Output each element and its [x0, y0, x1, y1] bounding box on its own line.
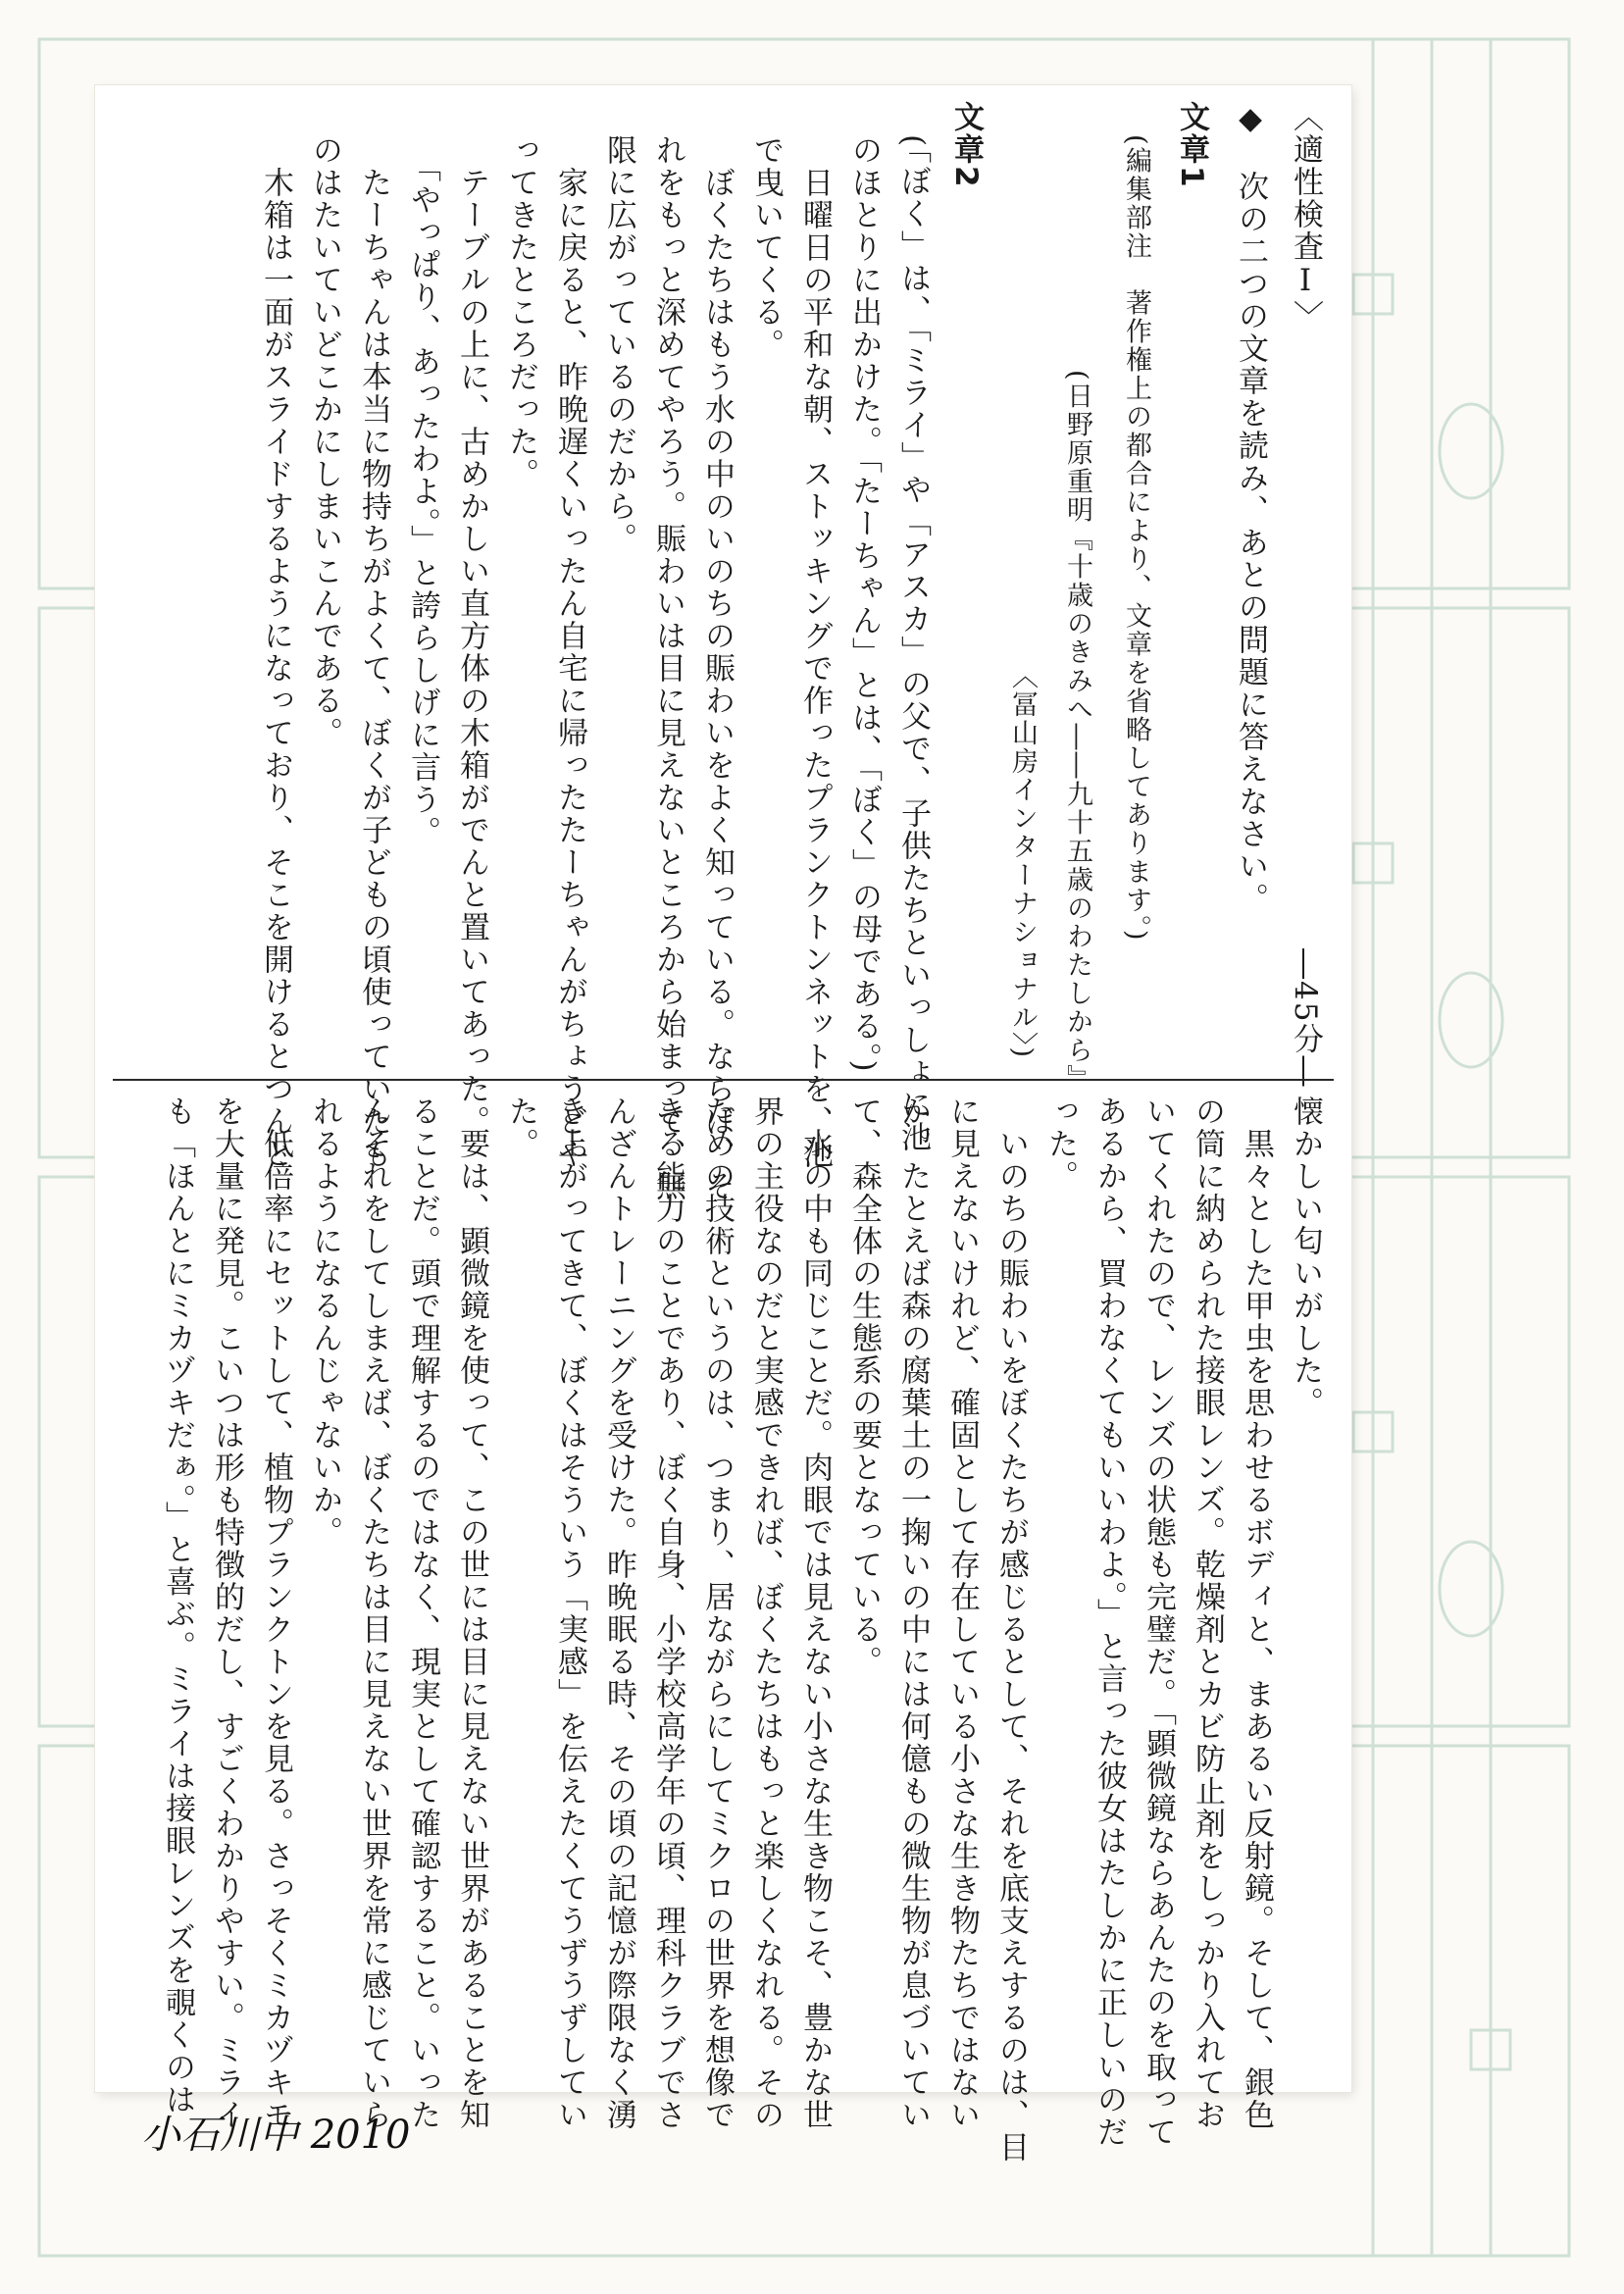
editor-note: (編集部注 著作権上の都合により、文章を省略してあります。) [1121, 134, 1151, 943]
text-line: のほとりに出かけた。「たーちゃん」とは、「ぼく」の母である。) [846, 134, 882, 1074]
text-line: に見えないけれど、確固として存在している小さな生き物たちではない [944, 1096, 980, 2131]
text-line: き上がってきて、ぼくはそういう「実感」を伝えたくてうずうずしてい [552, 1096, 587, 2131]
text-line: ることだ。頭で理解するのではなく、現実として確認すること。いった [405, 1096, 440, 2131]
source-book: (日野原重明『十歳のきみへ――九十五歳のわたしから』 [1062, 370, 1092, 1094]
text-line: んざんトレーニングを受けた。昨晩眠る時、その頃の記憶が際限なく湧 [601, 1096, 636, 2131]
text-line: で曳いてくる。 [748, 134, 784, 361]
text-line: テーブルの上に、古めかしい直方体の木箱がでんと置いてあった。 [454, 134, 489, 1138]
text-line: いのちの賑わいをぼくたちが感じるとして、それを底支えするのは、目 [993, 1096, 1029, 2164]
text-line: 低倍率にセットして、植物プランクトンを見る。さっそくミカヅキモ [258, 1096, 293, 2131]
text-line: 日曜日の平和な朝、ストッキングで作ったプランクトンネットを、池 [797, 134, 833, 1170]
text-line: て、森全体の生態系の要となっている。 [846, 1096, 882, 1678]
text-line: も「ほんとにミカヅキだぁ。」と喜ぶ。ミライは接眼レンズを覗くのは [160, 1096, 195, 2116]
text-line: ってきたところだった。 [503, 134, 538, 490]
text-line: 木箱は一面がスライドするようになっており、そこを開けるとつんと [258, 134, 293, 1170]
text-line: った。 [1042, 1096, 1078, 1193]
text-line: の筒に納められた接眼レンズ。乾燥剤とカビ防止剤をしっかり入れてお [1190, 1096, 1225, 2131]
text-line: 黒々とした甲虫を思わせるボディと、まあるい反射鏡。そして、銀色 [1239, 1096, 1274, 2131]
section2-heading: 文章2 [948, 101, 984, 189]
source-publisher: 〈冨山房インターナショナル〉) [1007, 662, 1038, 1060]
time-limit: ―45分― [1288, 948, 1323, 1089]
text-line: か。たとえば森の腐葉土の一掬いの中には何億もの微生物が息づいてい [895, 1096, 931, 2131]
test-label: 〈適性検査Ⅰ〉 [1288, 101, 1323, 332]
text-line: たーちゃんは本当に物持ちがよくて、ぼくが子どもの頃使っていたも [356, 134, 391, 1170]
signature-text: 小石川中 2010 [141, 2113, 411, 2158]
section1-heading: 文章1 [1174, 101, 1209, 189]
text-line: きる能力のことであり、ぼく自身、小学校高学年の頃、理科クラブでさ [650, 1096, 685, 2131]
instruction [1227, 101, 1273, 915]
text-line: 「やっぱり、あったわよ。」と誇らしげに言う。 [405, 134, 440, 848]
text-line: れるようになるんじゃないか。 [307, 1096, 342, 1549]
text-line: のはたいていどこかにしまいこんである。 [307, 134, 342, 749]
text-line: ぼくたちはもう水の中のいのちの賑わいをよく知っている。ならば、そ [699, 134, 735, 1202]
text-line: いてくれたので、レンズの状態も完璧だ。「顕微鏡ならあんたのを取って [1141, 1096, 1176, 2149]
text-line: 水の中も同じことだ。肉眼では見えない小さな生き物こそ、豊かな世 [797, 1096, 833, 2131]
text-line: を大量に発見。こいつは形も特徴的だし、すごくわかりやすい。ミライ [209, 1096, 244, 2131]
instruction-text: 次の二つの文章を読み、あとの問題に答えなさい。 [1233, 171, 1268, 915]
handwritten-signature [137, 2099, 411, 2167]
instruction-mark: ◆ [1233, 101, 1268, 138]
text-line: 界の主役なのだと実感できれば、ぼくたちはもっと楽しくなれる。その [748, 1096, 784, 2131]
text-line: れをもっと深めてやろう。賑わいは目に見えないところから始まって、無 [650, 134, 685, 1202]
text-line: んそれをしてしまえば、ぼくたちは目に見えない世界を常に感じていら [356, 1096, 391, 2131]
text-line: (「ぼく」は、「ミライ」や「アスカ」の父で、子供たちといっしょに池 [895, 134, 931, 1154]
text-line: 懐かしい匂いがした。 [1288, 1096, 1323, 1419]
section-divider [113, 1079, 1334, 1081]
text-line: 限に広がっているのだから。 [601, 134, 636, 555]
text-line: ための技術というのは、つまり、居ながらにしてミクロの世界を想像で [699, 1096, 735, 2131]
text-line: 要は、顕微鏡を使って、この世には目に見えない世界があることを知 [454, 1096, 489, 2131]
text-line: あるから、買わなくてもいいわよ。」と言った彼女はたしかに正しいのだ [1091, 1096, 1127, 2149]
text-line: た。 [503, 1096, 538, 1160]
text-line: 家に戻ると、昨晩遅くいったん自宅に帰ったたーちゃんがちょうどや [552, 134, 587, 1170]
